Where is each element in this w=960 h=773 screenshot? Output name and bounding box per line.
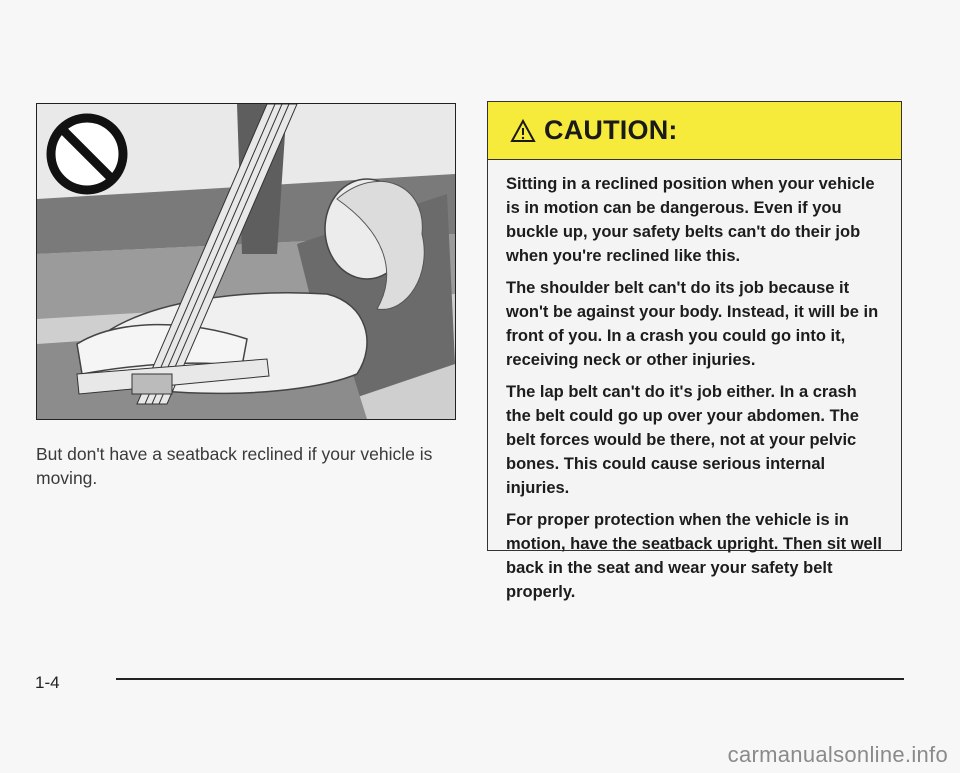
caution-paragraph: Sitting in a reclined position when your vehicle is in motion can be dangerous. Even if you buckle up, your safety belts can't do their job when you're reclined like this. — [506, 175, 875, 265]
illustration-caption: But don't have a seatback reclined if your vehicle is moving. — [36, 444, 433, 488]
caution-paragraph: The shoulder belt can't do its job because it won't be against your body. Instead, it will be in front of you. In a crash you could go into it, receiving neck or other injuries. — [506, 279, 879, 369]
caution-header — [488, 102, 901, 160]
caution-body — [488, 160, 901, 604]
caution-box — [487, 101, 902, 601]
warning-triangle-icon — [510, 119, 536, 143]
page-number: 1-4 — [35, 673, 60, 692]
reclined-seat-illustration — [36, 103, 456, 420]
no-symbol-icon — [43, 110, 131, 198]
caution-paragraph: The lap belt can't do it's job either. In a crash the belt could go up over your abdomen. The belt forces would be there, not at your pelvic bones. This could cause serious internal injuries. — [506, 383, 859, 497]
caution-title: CAUTION: — [544, 115, 678, 145]
footer-rule — [116, 678, 904, 680]
caution-paragraph: For proper protection when the vehicle is in motion, have the seatback upright. Then sit well back in the seat and wear your safety belt properly. — [506, 511, 882, 601]
watermark: carmanualsonline.info — [727, 742, 948, 767]
